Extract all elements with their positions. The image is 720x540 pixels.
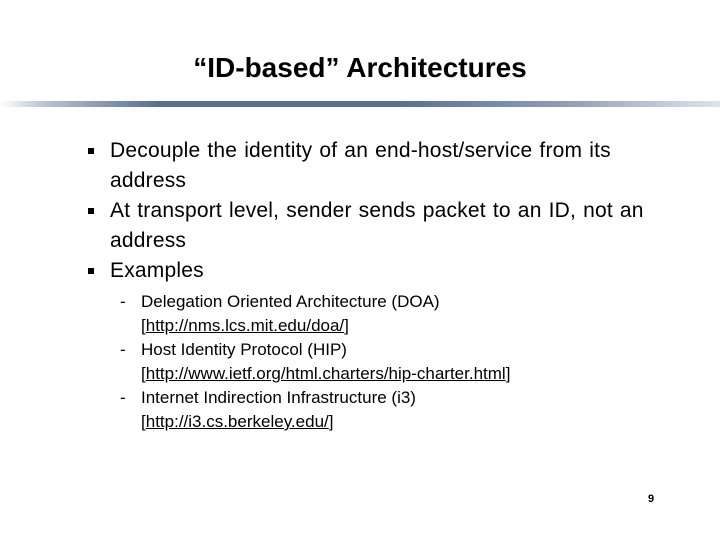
square-bullet-icon xyxy=(88,148,94,154)
sub-bullet-item xyxy=(0,338,720,386)
bracket-open: [ xyxy=(141,364,146,383)
sub-bullet-link-line xyxy=(141,362,510,386)
sub-bullet-link-line xyxy=(141,410,333,434)
bullet-item xyxy=(0,256,720,288)
bullet-text: At transport level, sender sends packet to an ID, not an address xyxy=(110,199,644,252)
sub-bullet-link-line xyxy=(141,314,349,338)
bracket-close: ] xyxy=(505,364,511,383)
dash-marker: - xyxy=(120,340,126,359)
doa-link[interactable]: http://nms.lcs.mit.edu/doa/ xyxy=(145,316,345,335)
bullet-text: Decouple the identity of an end-host/service from its address xyxy=(110,139,611,192)
i3-link[interactable]: http://i3.cs.berkeley.edu/ xyxy=(145,412,329,431)
sub-bullet-item xyxy=(0,290,720,338)
title-divider xyxy=(0,101,720,107)
sub-bullet-text: Internet Indirection Infrastructure (i3) xyxy=(141,388,416,407)
slide-title: “ID-based” Architectures xyxy=(193,52,527,83)
bracket-open: [ xyxy=(141,412,146,431)
page-number: 9 xyxy=(648,493,655,505)
sub-bullet-list xyxy=(0,290,720,434)
dash-marker: - xyxy=(120,388,126,407)
bracket-close: ] xyxy=(344,316,349,335)
square-bullet-icon xyxy=(88,268,94,274)
sub-bullet-text: Host Identity Protocol (HIP) xyxy=(141,340,347,359)
bullet-text: Examples xyxy=(110,259,204,282)
dash-marker: - xyxy=(120,292,126,311)
bullet-list xyxy=(0,136,720,288)
bracket-open: [ xyxy=(141,316,146,335)
sub-bullet-text: Delegation Oriented Architecture (DOA) xyxy=(141,292,440,311)
bracket-close: ] xyxy=(328,412,334,431)
square-bullet-icon xyxy=(88,208,94,214)
bullet-item xyxy=(0,196,720,256)
hip-link[interactable]: http://www.ietf.org/html.charters/hip-charter.html xyxy=(145,364,506,383)
sub-bullet-item xyxy=(0,386,720,434)
bullet-item xyxy=(0,136,720,196)
